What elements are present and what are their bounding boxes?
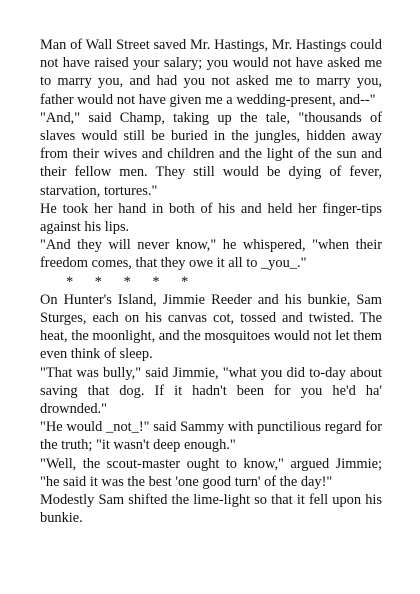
paragraph-6: "That was bully," said Jimmie, "what you did to-day about saving that dog. If it hadn't been for you he'd ha' drownded.": [40, 364, 382, 418]
paragraph-1: Man of Wall Street saved Mr. Hastings, Mr. Hastings could not have raised your salary; you would not have asked me to marry you, and had you not asked me to marry you, father would not have given me a wedding-present, and--": [40, 37, 382, 108]
paragraph-3: He took her hand in both of his and held her finger-tips against his lips.: [40, 200, 382, 236]
paragraph-5: On Hunter's Island, Jimmie Reeder and his bunkie, Sam Sturges, each on his canvas cot, tossed and twisted. The heat, the moonlight, and the mosquitoes would not let them even think of sleep.: [40, 291, 382, 363]
paragraph-8: "Well, the scout-master ought to know," argued Jimmie; "he said it was the best 'one good turn' of the day!": [40, 455, 382, 490]
paragraph-9: Modestly Sam shifted the lime-light so that it fell upon his bunkie.: [40, 492, 382, 527]
page-text: [40, 36, 382, 527]
paragraph-2: "And," said Champ, taking up the tale, "thousands of slaves would still be buried in the jungles, hidden away from their wives and children and the light of the sun and their fellow men. They still would be dying of fever, starvation, tortures.": [40, 109, 382, 199]
section-separator: * * * * *: [66, 273, 189, 290]
paragraph-7: "He would _not_!" said Sammy with punctilious regard for the truth; "it wasn't deep enough.": [40, 419, 382, 454]
paragraph-4: "And they will never know," he whispered, "when their freedom comes, that they owe it all to _you_.": [40, 237, 382, 272]
